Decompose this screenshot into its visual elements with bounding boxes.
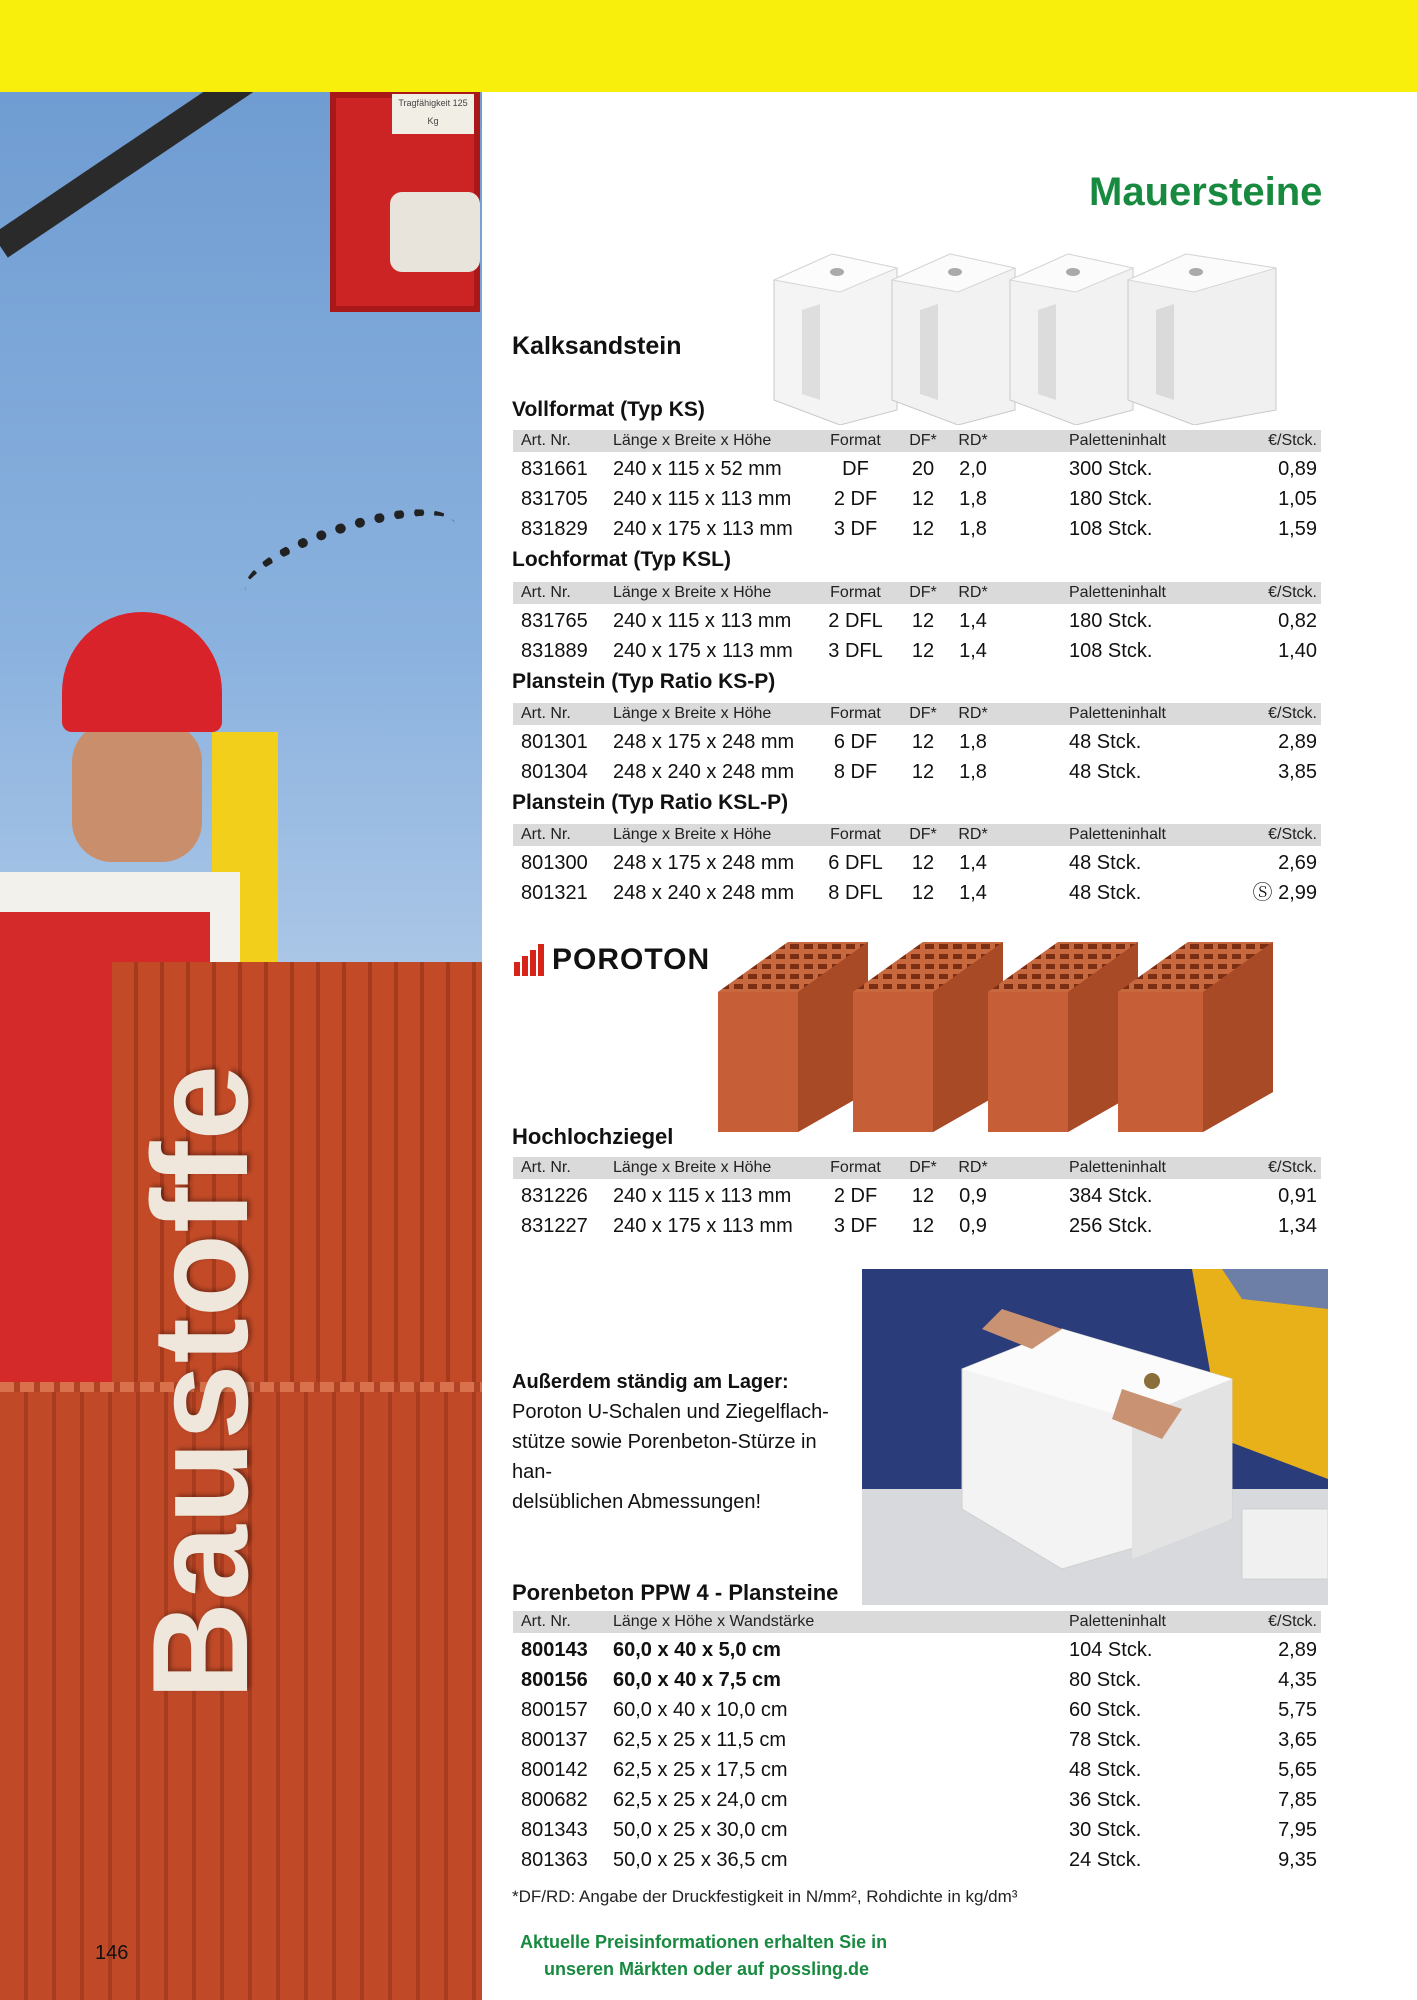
cell-rd: 1,4: [959, 640, 987, 662]
cell-format: 8 DF: [833, 761, 878, 783]
page-heading: Mauersteine: [1089, 170, 1323, 214]
cell-art: 831705: [521, 488, 588, 510]
brick: [853, 942, 1003, 1132]
cell-price: 1,05: [1278, 488, 1317, 510]
cell-palette: 48 Stck.: [1069, 761, 1142, 783]
hoist-hook: [390, 192, 480, 272]
cell-format: 6 DFL: [828, 852, 883, 874]
hard-hat: [62, 612, 222, 732]
cell-price: Ⓢ 2,99: [1252, 882, 1317, 904]
cell-dims: 248 x 240 x 248 mm: [613, 882, 795, 904]
cell-dims: 50,0 x 25 x 30,0 cm: [613, 1819, 788, 1841]
cell-dims: 248 x 175 x 248 mm: [613, 852, 795, 874]
cell-art: 801343: [521, 1819, 588, 1841]
col-rd: RD*: [958, 826, 988, 843]
col-df: DF*: [909, 432, 937, 449]
col-palette: Paletteninhalt: [1069, 705, 1166, 722]
cell-dims: 240 x 175 x 113 mm: [613, 518, 793, 540]
table-row: [513, 878, 1321, 908]
top-color-bar: [0, 0, 1417, 92]
table-header: [513, 1611, 1321, 1633]
cell-format: 3 DF: [833, 518, 878, 540]
section-vertical-title: Baustoffe: [124, 1063, 276, 1700]
cell-df: 20: [911, 458, 935, 480]
cell-price: 1,34: [1278, 1215, 1317, 1237]
cell-price: 2,89: [1278, 731, 1317, 753]
cell-art: 801300: [521, 852, 588, 874]
col-price: €/Stck.: [1268, 432, 1317, 449]
cell-palette: 256 Stck.: [1069, 1215, 1153, 1237]
cell-palette: 108 Stck.: [1069, 640, 1153, 662]
crane-arm: [0, 92, 306, 258]
cell-rd: 1,4: [959, 852, 987, 874]
cell-rd: 1,8: [959, 488, 987, 510]
cell-price: 3,65: [1278, 1729, 1317, 1751]
poroton-logo: [514, 940, 710, 980]
cell-format: 3 DF: [833, 1215, 878, 1237]
brick: [718, 942, 868, 1132]
table-row: [513, 454, 1321, 484]
cell-art: 831889: [521, 640, 588, 662]
cell-price: 0,82: [1278, 610, 1317, 632]
cell-format: 3 DFL: [828, 640, 883, 662]
col-price: €/Stck.: [1268, 826, 1317, 843]
table-row: [513, 1635, 1321, 1665]
price-info-line: Aktuelle Preisinformationen erhalten Sie in: [520, 1932, 888, 1952]
col-art: Art. Nr.: [521, 1159, 571, 1176]
stock-note-title: Außerdem ständig am Lager:: [512, 1371, 789, 1393]
cell-format: 2 DF: [833, 488, 878, 510]
cell-price: 2,89: [1278, 1639, 1317, 1661]
cell-price: 4,35: [1278, 1669, 1317, 1691]
cell-palette: 384 Stck.: [1069, 1185, 1153, 1207]
porenbeton-block-photo: [862, 1269, 1328, 1605]
table-row: [513, 1695, 1321, 1725]
table-row: [513, 1725, 1321, 1755]
stock-note-line: stütze sowie Porenbeton-Stürze in han-: [512, 1431, 817, 1483]
col-dims: Länge x Breite x Höhe: [613, 1159, 772, 1176]
col-dims: Länge x Breite x Höhe: [613, 584, 772, 601]
cell-df: 12: [911, 640, 935, 662]
col-dims: Länge x Breite x Höhe: [613, 705, 772, 722]
col-rd: RD*: [958, 1159, 988, 1176]
cell-dims: 240 x 115 x 113 mm: [613, 488, 792, 510]
table-header: [513, 703, 1321, 725]
table-row: [513, 1815, 1321, 1845]
cell-format: 6 DF: [833, 731, 878, 753]
col-format: Format: [830, 584, 881, 601]
cell-dims: 248 x 175 x 248 mm: [613, 731, 795, 753]
col-art: Art. Nr.: [521, 1613, 571, 1630]
col-rd: RD*: [958, 584, 988, 601]
col-rd: RD*: [958, 432, 988, 449]
group-title-vollformat: Vollformat (Typ KS): [512, 398, 705, 421]
ks-block: [1128, 254, 1276, 425]
table-row: [513, 1755, 1321, 1785]
cell-price: 7,95: [1278, 1819, 1317, 1841]
cell-art: 831226: [521, 1185, 588, 1207]
stock-note-line: delsüblichen Abmessungen!: [512, 1491, 762, 1513]
worker-face: [72, 722, 202, 862]
cell-palette: 104 Stck.: [1069, 1639, 1153, 1661]
cell-price: 0,91: [1278, 1185, 1317, 1207]
col-df: DF*: [909, 705, 937, 722]
cell-price: 0,89: [1278, 458, 1317, 480]
cell-rd: 2,0: [959, 458, 987, 480]
cell-price: 7,85: [1278, 1789, 1317, 1811]
col-price: €/Stck.: [1268, 584, 1317, 601]
kalksandstein-title: Kalksandstein: [512, 332, 682, 360]
hochlochziegel-title: Hochlochziegel: [512, 1124, 674, 1149]
cell-df: 12: [911, 1215, 935, 1237]
cell-palette: 30 Stck.: [1069, 1819, 1142, 1841]
cell-art: 801304: [521, 761, 588, 783]
porenbeton-title: Porenbeton PPW 4 - Plansteine: [512, 1580, 839, 1605]
col-price: €/Stck.: [1268, 705, 1317, 722]
cell-dims: 62,5 x 25 x 24,0 cm: [613, 1789, 788, 1811]
col-palette: Paletteninhalt: [1069, 584, 1166, 601]
table-row: [513, 514, 1321, 544]
cell-palette: 180 Stck.: [1069, 610, 1153, 632]
cell-art: 801363: [521, 1849, 588, 1871]
cell-df: 12: [911, 1185, 935, 1207]
cell-dims: 240 x 115 x 52 mm: [613, 458, 782, 480]
cell-art: 831227: [521, 1215, 588, 1237]
cell-dims: 240 x 115 x 113 mm: [613, 1185, 792, 1207]
cell-dims: 240 x 115 x 113 mm: [613, 610, 792, 632]
table-row: [513, 1845, 1321, 1875]
cell-price: 5,65: [1278, 1759, 1317, 1781]
cell-palette: 180 Stck.: [1069, 488, 1153, 510]
coiled-cable: [235, 490, 466, 625]
col-format: Format: [830, 432, 881, 449]
table-row: [513, 1785, 1321, 1815]
cell-dims: 62,5 x 25 x 11,5 cm: [613, 1729, 787, 1751]
cell-palette: 78 Stck.: [1069, 1729, 1142, 1751]
cell-palette: 24 Stck.: [1069, 1849, 1142, 1871]
cell-price: 1,40: [1278, 640, 1317, 662]
table-header: [513, 430, 1321, 452]
hochlochziegel-bricks-image: [718, 922, 1278, 1132]
table-row: [513, 1181, 1321, 1211]
table-header: [513, 824, 1321, 846]
col-dims: Länge x Höhe x Wandstärke: [613, 1613, 815, 1630]
ks-block: [892, 254, 1015, 425]
table-row: [513, 757, 1321, 787]
cell-format: DF: [842, 458, 869, 480]
cell-df: 12: [911, 610, 935, 632]
cell-price: 2,69: [1278, 852, 1317, 874]
cell-rd: 1,8: [959, 761, 987, 783]
cell-rd: 0,9: [959, 1185, 987, 1207]
cell-dims: 60,0 x 40 x 5,0 cm: [613, 1639, 781, 1661]
cell-rd: 1,8: [959, 731, 987, 753]
cell-art: 801321: [521, 882, 588, 904]
col-palette: Paletteninhalt: [1069, 1613, 1166, 1630]
col-df: DF*: [909, 1159, 937, 1176]
hoist-capacity-label: Tragfähigkeit 125 Kg: [392, 94, 474, 134]
cell-price: 1,59: [1278, 518, 1317, 540]
cell-art: 831829: [521, 518, 588, 540]
group-title-planstein-kslp: Planstein (Typ Ratio KSL-P): [512, 791, 789, 814]
col-dims: Länge x Breite x Höhe: [613, 826, 772, 843]
cell-rd: 0,9: [959, 1215, 987, 1237]
col-art: Art. Nr.: [521, 826, 571, 843]
cell-dims: 60,0 x 40 x 10,0 cm: [613, 1699, 788, 1721]
cell-art: 800156: [521, 1669, 588, 1691]
cell-dims: 62,5 x 25 x 17,5 cm: [613, 1759, 788, 1781]
cell-palette: 48 Stck.: [1069, 1759, 1142, 1781]
col-art: Art. Nr.: [521, 705, 571, 722]
cell-art: 831661: [521, 458, 588, 480]
col-palette: Paletteninhalt: [1069, 1159, 1166, 1176]
table-row: [513, 848, 1321, 878]
brick: [1118, 942, 1273, 1132]
cell-art: 801301: [521, 731, 588, 753]
group-title-lochformat: Lochformat (Typ KSL): [512, 548, 731, 571]
cell-df: 12: [911, 761, 935, 783]
col-palette: Paletteninhalt: [1069, 432, 1166, 449]
col-dims: Länge x Breite x Höhe: [613, 432, 772, 449]
group-title-planstein-ksp: Planstein (Typ Ratio KS-P): [512, 670, 776, 693]
col-price: €/Stck.: [1268, 1159, 1317, 1176]
cell-df: 12: [911, 852, 935, 874]
price-info-line: unseren Märkten oder auf possling.de: [544, 1959, 870, 1979]
cell-format: 8 DFL: [828, 882, 883, 904]
cell-art: 800157: [521, 1699, 588, 1721]
cell-rd: 1,4: [959, 882, 987, 904]
cell-dims: 50,0 x 25 x 36,5 cm: [613, 1849, 788, 1871]
poroton-mark-icon: [514, 944, 548, 976]
table-row: [513, 606, 1321, 636]
table-row: [513, 1211, 1321, 1241]
cell-df: 12: [911, 731, 935, 753]
cell-price: 5,75: [1278, 1699, 1317, 1721]
cell-art: 831765: [521, 610, 588, 632]
cell-palette: 108 Stck.: [1069, 518, 1153, 540]
ks-block: [1010, 254, 1133, 425]
cell-df: 12: [911, 882, 935, 904]
cell-palette: 48 Stck.: [1069, 882, 1142, 904]
cell-dims: 60,0 x 40 x 7,5 cm: [613, 1669, 781, 1691]
table-row: [513, 1665, 1321, 1695]
cell-art: 800142: [521, 1759, 588, 1781]
stock-note: [512, 1367, 852, 1517]
cell-dims: 240 x 175 x 113 mm: [613, 640, 793, 662]
cell-format: 2 DFL: [828, 610, 883, 632]
cell-dims: 248 x 240 x 248 mm: [613, 761, 795, 783]
table-row: [513, 727, 1321, 757]
col-price: €/Stck.: [1268, 1613, 1317, 1630]
cell-palette: 48 Stck.: [1069, 852, 1142, 874]
cell-price: 3,85: [1278, 761, 1317, 783]
col-palette: Paletteninhalt: [1069, 826, 1166, 843]
col-df: DF*: [909, 826, 937, 843]
col-df: DF*: [909, 584, 937, 601]
cell-palette: 48 Stck.: [1069, 731, 1142, 753]
cell-dims: 240 x 175 x 113 mm: [613, 1215, 793, 1237]
content-column: [482, 92, 1417, 2000]
col-format: Format: [830, 826, 881, 843]
porenbeton-photo-drawing: [862, 1269, 1328, 1605]
brick: [988, 942, 1138, 1132]
cell-palette: 300 Stck.: [1069, 458, 1153, 480]
cell-palette: 36 Stck.: [1069, 1789, 1142, 1811]
col-art: Art. Nr.: [521, 432, 571, 449]
table-row: [513, 636, 1321, 666]
cell-format: 2 DF: [833, 1185, 878, 1207]
page-number: 146: [95, 1942, 129, 1964]
col-art: Art. Nr.: [521, 584, 571, 601]
ks-block: [774, 254, 897, 425]
table-row: [513, 484, 1321, 514]
col-rd: RD*: [958, 705, 988, 722]
cell-price: 9,35: [1278, 1849, 1317, 1871]
cell-rd: 1,8: [959, 518, 987, 540]
cell-rd: 1,4: [959, 610, 987, 632]
kalksandstein-blocks-image: [762, 240, 1292, 425]
cell-palette: 80 Stck.: [1069, 1669, 1142, 1691]
poroton-logo-text: POROTON: [552, 943, 711, 976]
cell-palette: 60 Stck.: [1069, 1699, 1142, 1721]
cell-art: 800682: [521, 1789, 588, 1811]
cell-art: 800137: [521, 1729, 588, 1751]
footnote: *DF/RD: Angabe der Druckfestigkeit in N/mm², Rohdichte in kg/dm³: [512, 1887, 1018, 1906]
col-format: Format: [830, 1159, 881, 1176]
stock-note-line: Poroton U-Schalen und Ziegelflach-: [512, 1401, 829, 1423]
col-format: Format: [830, 705, 881, 722]
table-header: [513, 1157, 1321, 1179]
table-header: [513, 582, 1321, 604]
cell-art: 800143: [521, 1639, 588, 1661]
cell-df: 12: [911, 488, 935, 510]
cell-df: 12: [911, 518, 935, 540]
